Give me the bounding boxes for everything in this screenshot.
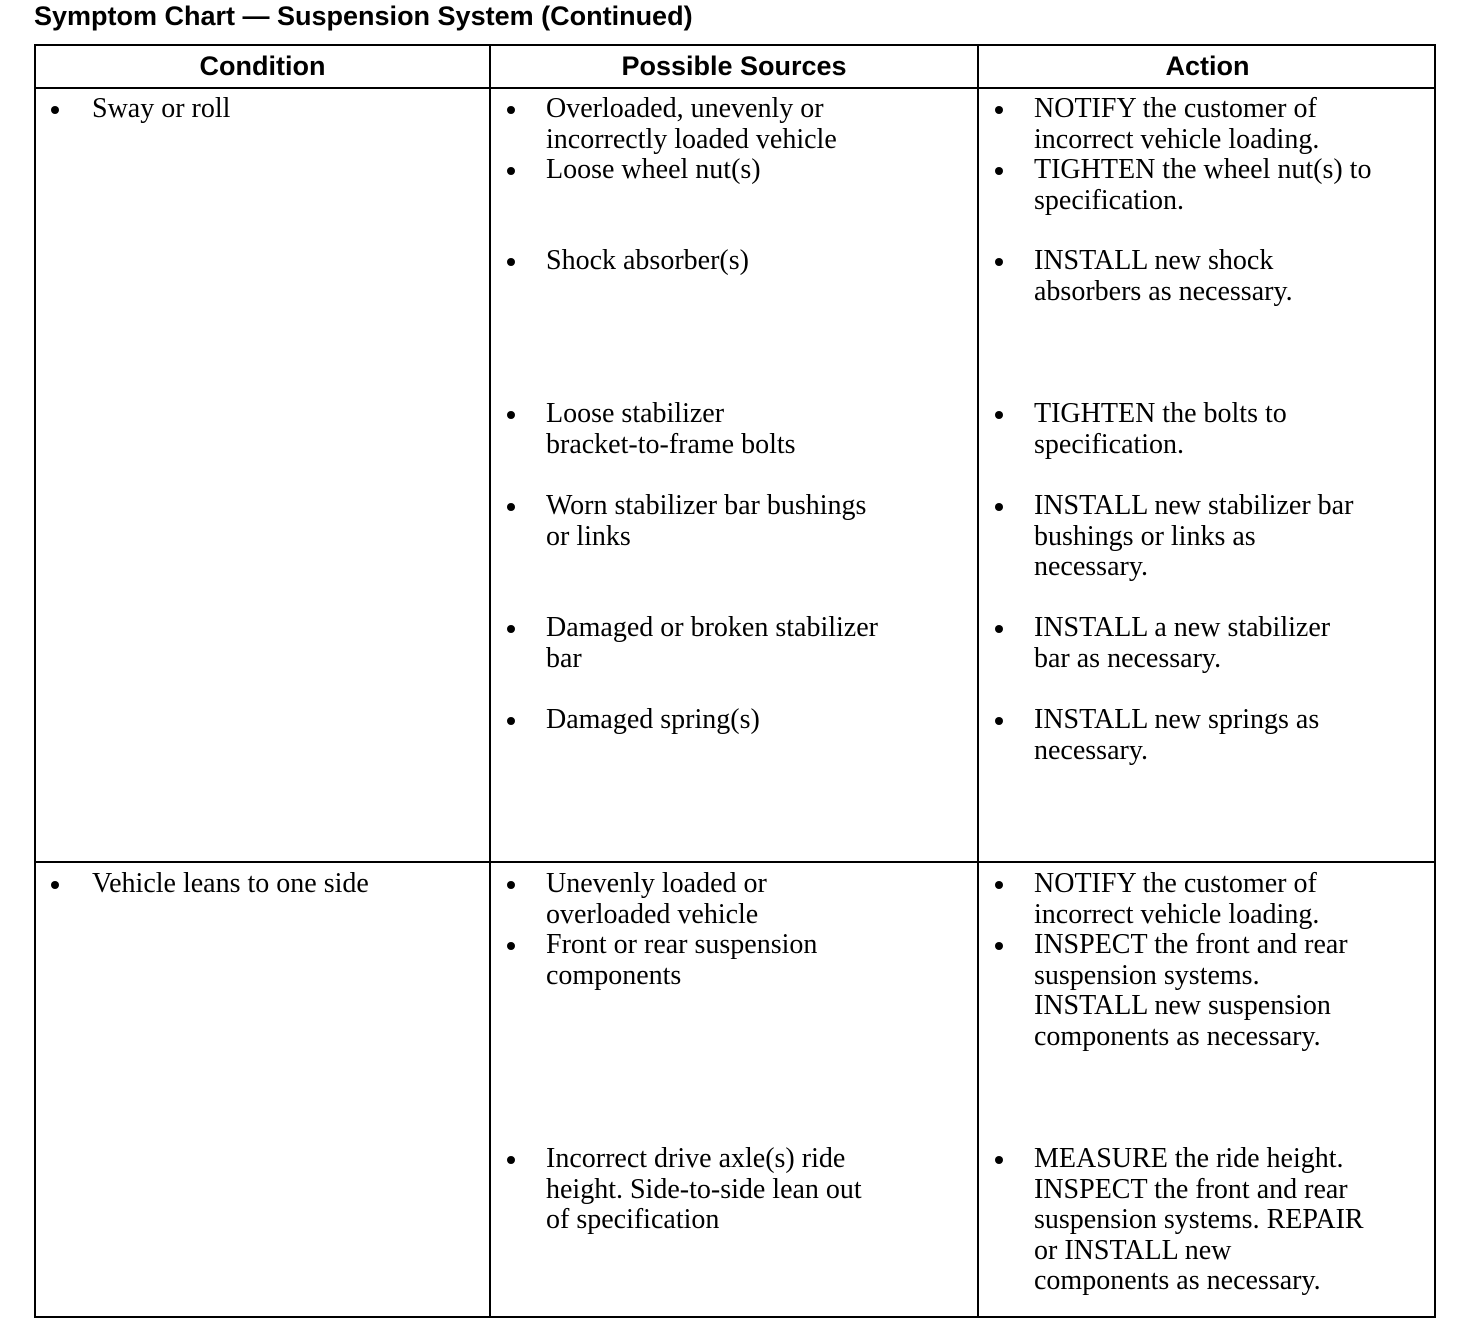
bullet-icon <box>507 503 515 511</box>
source-text-line: Unevenly loaded or <box>546 868 767 899</box>
action-text-line: TIGHTEN the bolts to <box>1034 398 1287 429</box>
action-text-line: INSTALL new shock <box>1034 245 1274 276</box>
action-text-line: bushings or links as <box>1034 520 1256 552</box>
row-divider <box>36 861 1434 863</box>
source-text-line: height. Side-to-side lean out <box>546 1173 862 1205</box>
action-text-line: INSTALL a new stabilizer <box>1034 612 1331 643</box>
action-text-line: absorbers as necessary. <box>1034 275 1293 307</box>
header-divider <box>36 87 1434 89</box>
bullet-icon <box>507 258 515 266</box>
source-text-line: Worn stabilizer bar bushings <box>546 490 867 521</box>
header-action: Action <box>1165 51 1250 81</box>
action-text-line: incorrect vehicle loading. <box>1034 898 1320 930</box>
action-text-line: components as necessary. <box>1034 1020 1321 1052</box>
source-text-line: Damaged spring(s) <box>546 704 760 735</box>
action-text-line: MEASURE the ride height. <box>1034 1143 1344 1174</box>
bullet-icon <box>995 106 1003 114</box>
source-text-line: Loose wheel nut(s) <box>546 154 761 185</box>
action-text-line: NOTIFY the customer of <box>1034 93 1317 124</box>
source-text-line: Loose stabilizer <box>546 398 725 429</box>
action-text-line: suspension systems. REPAIR <box>1034 1204 1364 1235</box>
condition-text: Sway or roll <box>92 93 231 124</box>
bullet-icon <box>995 167 1003 175</box>
bullet-icon <box>507 717 515 725</box>
bullet-icon <box>507 167 515 175</box>
source-text-line: bracket-to-frame bolts <box>546 428 796 460</box>
bullet-icon <box>995 717 1003 725</box>
action-text-line: or INSTALL new <box>1034 1234 1232 1266</box>
source-text-line: Incorrect drive axle(s) ride <box>546 1143 846 1174</box>
bullet-icon <box>995 258 1003 266</box>
header-possible-sources: Possible Sources <box>621 51 847 81</box>
header-condition: Condition <box>199 51 326 81</box>
source-text-line: Damaged or broken stabilizer <box>546 612 878 643</box>
bullet-icon <box>995 411 1003 419</box>
column-divider <box>977 46 979 1316</box>
bullet-icon <box>51 881 59 889</box>
bullet-icon <box>507 625 515 633</box>
source-text-line: Overloaded, unevenly or <box>546 93 824 124</box>
action-text-line: TIGHTEN the wheel nut(s) to <box>1034 154 1372 185</box>
bullet-icon <box>507 411 515 419</box>
action-text-line: INSTALL new stabilizer bar <box>1034 490 1354 521</box>
action-text-line: INSPECT the front and rear <box>1034 929 1348 960</box>
action-text-line: incorrect vehicle loading. <box>1034 123 1320 155</box>
action-text-line: necessary. <box>1034 734 1149 766</box>
source-text-line: bar <box>546 642 582 674</box>
bullet-icon <box>995 503 1003 511</box>
symptom-chart-table <box>34 44 1436 1318</box>
action-text-line: NOTIFY the customer of <box>1034 868 1317 899</box>
bullet-icon <box>51 106 59 114</box>
bullet-icon <box>507 881 515 889</box>
action-text-line: suspension systems. <box>1034 959 1260 991</box>
source-text-line: overloaded vehicle <box>546 898 759 930</box>
page-title: Symptom Chart — Suspension System (Continued) <box>34 1 693 31</box>
bullet-icon <box>507 1156 515 1164</box>
action-text-line: INSTALL new suspension <box>1034 990 1331 1021</box>
action-text-line: bar as necessary. <box>1034 642 1222 674</box>
bullet-icon <box>995 1156 1003 1164</box>
bullet-icon <box>507 942 515 950</box>
source-text-line: Shock absorber(s) <box>546 245 749 276</box>
action-text-line: INSPECT the front and rear <box>1034 1173 1348 1205</box>
bullet-icon <box>507 106 515 114</box>
source-text-line: components <box>546 959 682 991</box>
column-divider <box>489 46 491 1316</box>
action-text-line: necessary. <box>1034 551 1149 582</box>
source-text-line: incorrectly loaded vehicle <box>546 123 837 155</box>
action-text-line: components as necessary. <box>1034 1265 1321 1296</box>
action-text-line: specification. <box>1034 428 1185 460</box>
condition-text: Vehicle leans to one side <box>92 868 369 899</box>
source-text-line: Front or rear suspension <box>546 929 818 960</box>
source-text-line: of specification <box>546 1204 720 1235</box>
action-text-line: specification. <box>1034 184 1185 216</box>
bullet-icon <box>995 942 1003 950</box>
action-text-line: INSTALL new springs as <box>1034 704 1320 735</box>
bullet-icon <box>995 625 1003 633</box>
bullet-icon <box>995 881 1003 889</box>
source-text-line: or links <box>546 520 631 552</box>
